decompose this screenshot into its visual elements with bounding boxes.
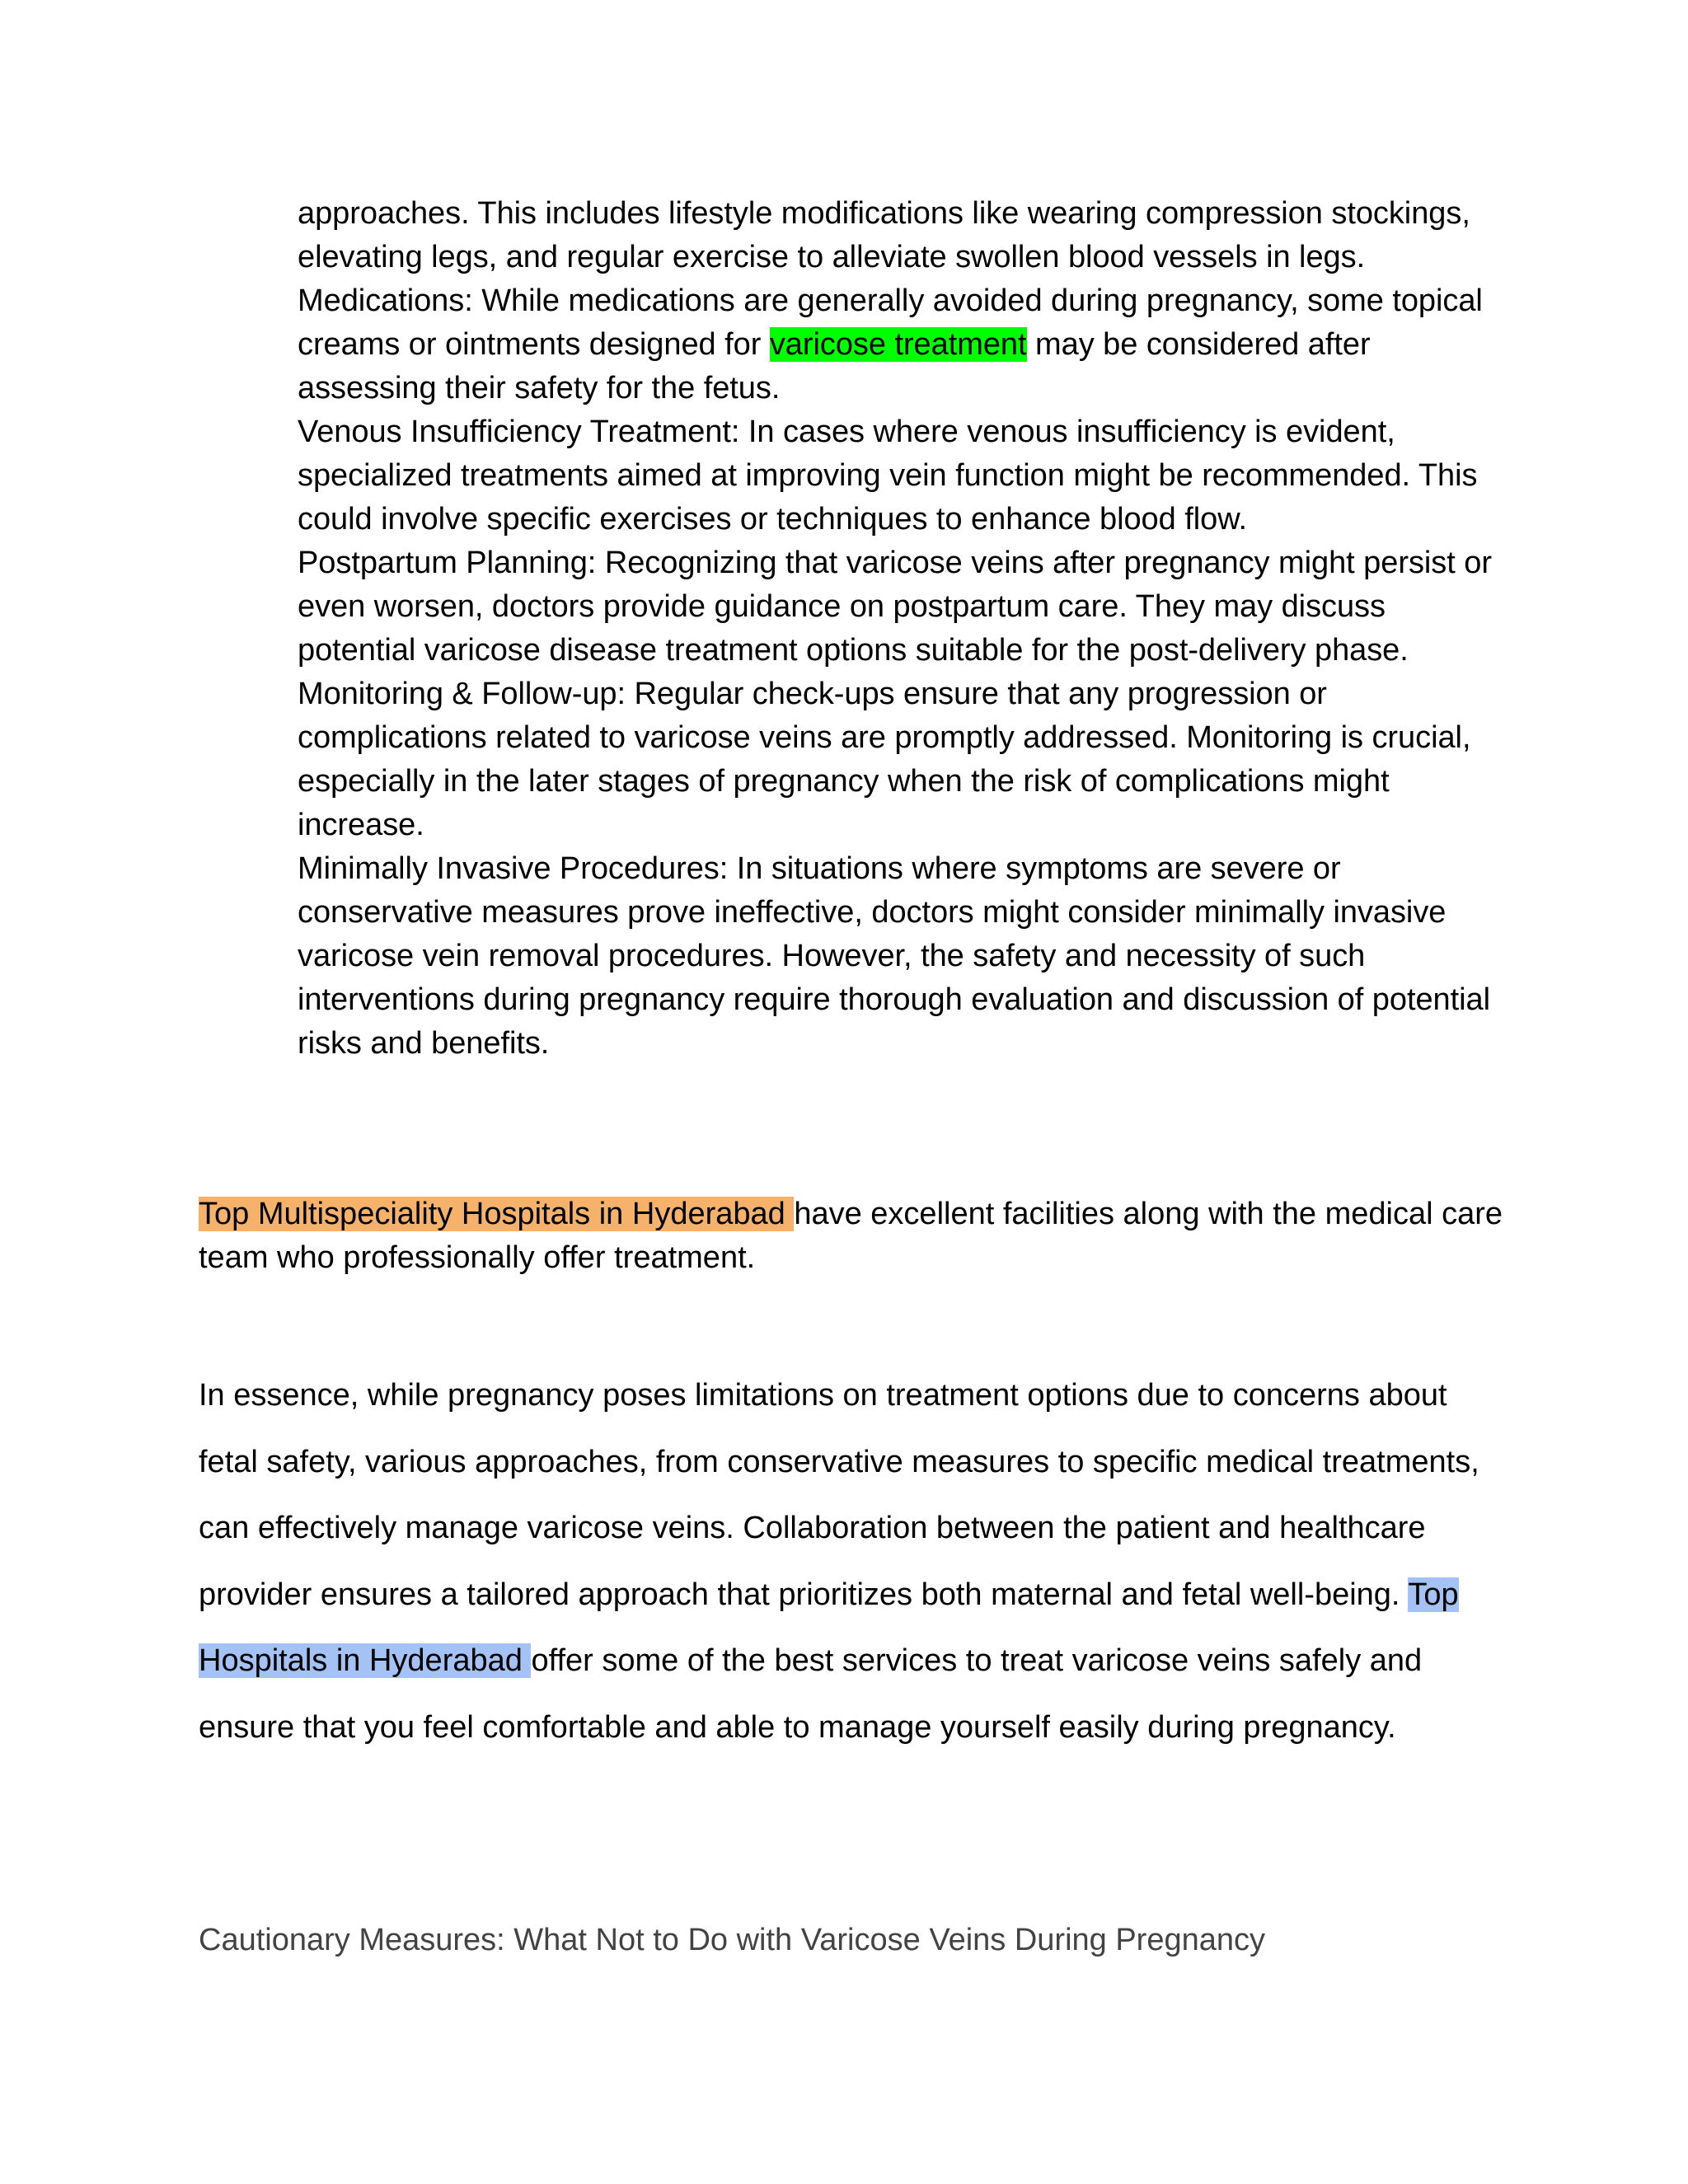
essence-text-before: In essence, while pregnancy poses limitations on treatment options due to concerns about fetal safety, various approaches, from conservative measures to specific medical treatments, can effectively manage varicose veins. Collaboration between the patient and healthcare provider ensures a tailored approach that prioritizes both maternal and fetal well-being. bbox=[199, 1378, 1479, 1612]
top-hospitals-link[interactable]: Top Hospitals in Hyderabad bbox=[199, 1577, 1459, 1678]
multispeciality-hospitals-link[interactable]: Top Multispeciality Hospitals in Hyderabad bbox=[199, 1197, 795, 1231]
list-item-monitoring: Monitoring & Follow-up: Regular check-ups ensure that any progression or complications related to varicose veins are promptly addressed. Monitoring is crucial, especially in the later stages of pregnancy when the risk of complications might increase. bbox=[298, 677, 1471, 842]
hospitals-paragraph-text: have excellent facilities along with the medical care team who professionally offer treatment. bbox=[199, 1197, 1503, 1275]
medications-text-before: Medications: While medications are generally avoided during pregnancy, some topical creams or ointments designed for bbox=[298, 284, 1483, 362]
essence-text-after: offer some of the best services to treat varicose veins safely and ensure that you feel comfortable and able to manage yourself easily during pregnancy. bbox=[199, 1643, 1423, 1745]
essence-paragraph bbox=[199, 1362, 1509, 1760]
list-item-postpartum-planning: Postpartum Planning: Recognizing that varicose veins after pregnancy might persist or even worsen, doctors provide guidance on postpartum care. They may discuss potential varicose disease treatment options suitable for the post-delivery phase. bbox=[298, 546, 1492, 668]
hospitals-paragraph bbox=[199, 1193, 1509, 1280]
varicose-treatment-link[interactable]: varicose treatment bbox=[769, 327, 1027, 362]
section-heading: Cautionary Measures: What Not to Do with Varicose Veins During Pregnancy bbox=[199, 1923, 1266, 1957]
list-item-venous-insufficiency: Venous Insufficiency Treatment: In cases where venous insufficiency is evident, specialized treatments aimed at improving vein function might be recommended. This could involve specific exercises or techniques to enhance blood flow. bbox=[298, 415, 1478, 537]
list-item-minimally-invasive: Minimally Invasive Procedures: In situations where symptoms are severe or conservative measures prove ineffective, doctors might consider minimally invasive varicose vein removal procedures. However, the safety and necessity of such interventions during pregnancy require thorough evaluation and discussion of potential risks and benefits. bbox=[298, 851, 1490, 1061]
list-item-approaches: approaches. This includes lifestyle modifications like wearing compression stockings, elevating legs, and regular exercise to alleviate swollen blood vessels in legs. bbox=[298, 196, 1470, 274]
list-item-medications bbox=[298, 279, 1501, 410]
medications-text-after: may be considered after assessing their safety for the fetus. bbox=[298, 327, 1371, 405]
treatment-list bbox=[298, 192, 1501, 1066]
